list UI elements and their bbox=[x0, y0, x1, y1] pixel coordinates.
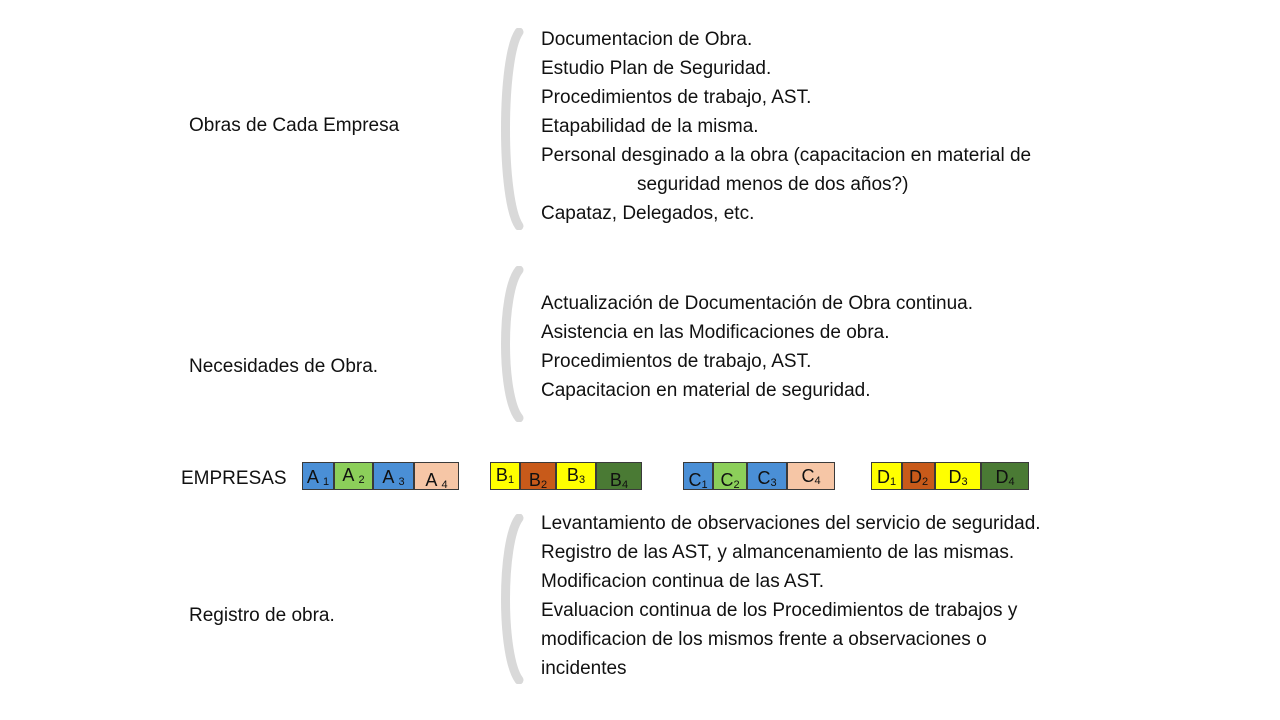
empresa-cell-c4: C4 bbox=[787, 462, 835, 490]
empresa-cell-b3: B3 bbox=[556, 462, 596, 490]
list-item: modificacion de los mismos frente a observaciones o bbox=[541, 629, 987, 650]
empresa-cell-a4: A 4 bbox=[414, 462, 459, 490]
empresa-cell-c2: C2 bbox=[713, 462, 747, 490]
list-item: Actualización de Documentación de Obra continua. bbox=[541, 293, 973, 314]
list-item: Etapabilidad de la misma. bbox=[541, 116, 759, 137]
list-item: Evaluacion continua de los Procedimientos de trabajos y bbox=[541, 600, 1018, 621]
section-label-obras: Obras de Cada Empresa bbox=[189, 115, 400, 136]
empresa-group-b bbox=[490, 462, 642, 490]
left-bracket-icon bbox=[495, 514, 525, 684]
empresa-cell-b4: B4 bbox=[596, 462, 642, 490]
left-bracket-icon bbox=[495, 266, 525, 422]
empresa-cell-d4: D4 bbox=[981, 462, 1029, 490]
list-item: Capacitacion en material de seguridad. bbox=[541, 380, 871, 401]
empresa-group-a bbox=[302, 462, 459, 490]
empresa-group-c bbox=[683, 462, 835, 490]
list-item: Registro de las AST, y almancenamiento de las mismas. bbox=[541, 542, 1015, 563]
section-label-necesidades: Necesidades de Obra. bbox=[189, 356, 379, 377]
empresa-cell-a2: A 2 bbox=[334, 462, 373, 490]
obras-items bbox=[541, 25, 1201, 228]
empresa-cell-a3: A 3 bbox=[373, 462, 414, 490]
empresas-label: EMPRESAS bbox=[181, 468, 287, 489]
list-item: Levantamiento de observaciones del servicio de seguridad. bbox=[541, 513, 1041, 534]
empresa-cell-c3: C3 bbox=[747, 462, 787, 490]
empresa-group-d bbox=[871, 462, 1029, 490]
list-item: Procedimientos de trabajo, AST. bbox=[541, 87, 812, 108]
list-item: Procedimientos de trabajo, AST. bbox=[541, 351, 812, 372]
list-item: Capataz, Delegados, etc. bbox=[541, 203, 755, 224]
list-item: seguridad menos de dos años?) bbox=[637, 174, 909, 195]
list-item: Modificacion continua de las AST. bbox=[541, 571, 825, 592]
empresa-cell-d2: D2 bbox=[902, 462, 935, 490]
list-item: Documentacion de Obra. bbox=[541, 29, 753, 50]
list-item: incidentes bbox=[541, 658, 627, 679]
empresa-cell-a1: A 1 bbox=[302, 462, 334, 490]
list-item: Estudio Plan de Seguridad. bbox=[541, 58, 772, 79]
empresa-cell-d1: D1 bbox=[871, 462, 902, 490]
empresa-cell-b2: B2 bbox=[520, 462, 556, 490]
list-item: Asistencia en las Modificaciones de obra. bbox=[541, 322, 890, 343]
left-bracket-icon bbox=[495, 28, 525, 230]
registro-items bbox=[541, 509, 1201, 683]
list-item: Personal desginado a la obra (capacitacion en material de bbox=[541, 145, 1032, 166]
empresa-cell-b1: B1 bbox=[490, 462, 520, 490]
empresa-cell-d3: D3 bbox=[935, 462, 981, 490]
empresa-cell-c1: C1 bbox=[683, 462, 713, 490]
section-label-registro: Registro de obra. bbox=[189, 605, 335, 626]
necesidades-items bbox=[541, 289, 1201, 405]
